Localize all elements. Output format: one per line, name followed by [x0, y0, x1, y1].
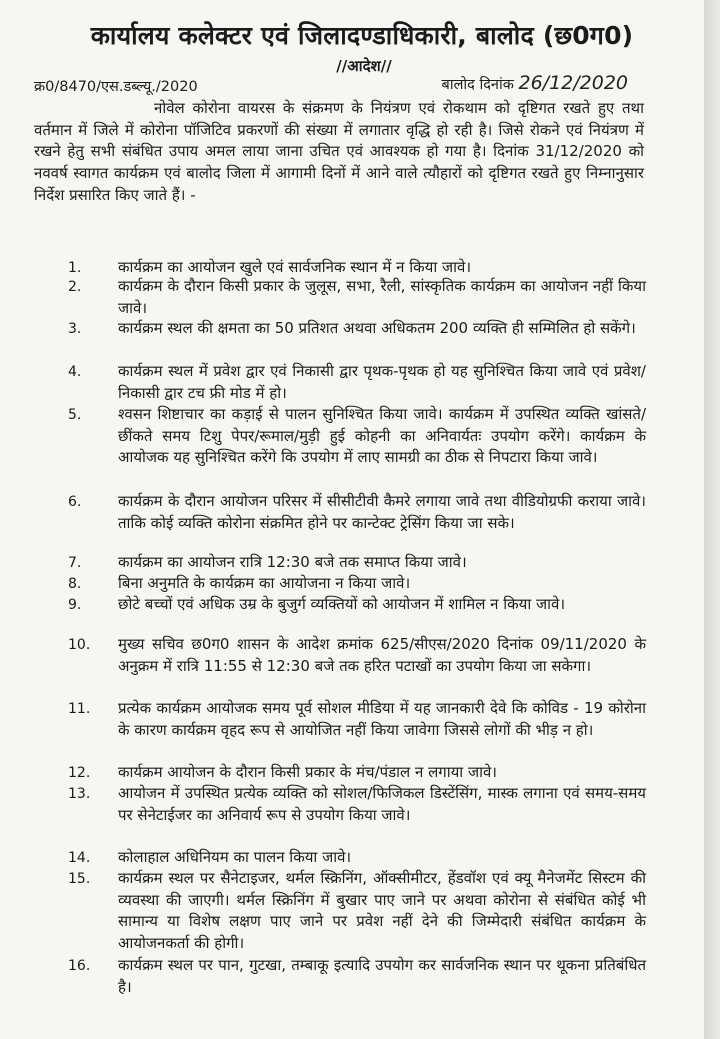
reference-number [34, 76, 198, 96]
item-text: कार्यक्रम के दौरान आयोजन परिसर में सीसीटीवी कैमरे लगाया जावे तथा वीडियोग्रफी कराया जावे। ताकि कोई व्यक्ति कोरोना संक्रमित होने पर कान्टेक्ट ट्रेसिंग किया जा सके। [118, 492, 646, 532]
item-text: कोलाहाल अधिनियम का पालन किया जावे। [118, 848, 352, 866]
date-value: 26/12/2020 [518, 72, 628, 94]
page-edge-shadow [704, 0, 720, 1039]
item-number: 12. [68, 765, 91, 781]
reference-line [34, 72, 664, 98]
item-number: 10. [68, 637, 91, 653]
item-text: कार्यक्रम स्थल में प्रवेश द्वार एवं निकासी द्वार पृथक-पृथक हो यह सुनिश्चित किया जावे एवं प्रवेश/निकासी द्वार टच फ्री मोड में हो। [118, 362, 646, 402]
item-number: 9. [68, 597, 82, 613]
reference-text: क्र0/8470/एस.डब्ल्यू./2020 [34, 79, 198, 95]
preamble-paragraph: नोवेल कोरोना वायरस के संक्रमण के नियंत्रण एवं रोकथाम को दृष्टिगत रखते हुए तथा वर्तमान में जिले में कोरोना पॉजिटिव प्रकरणों की संख्या में लगातार वृद्धि हो रही है। जिसे रोकने एवं नियंत्रण में रखने हेतु सभी संबंधित उपाय अमल लाया जाना उचित एवं आवश्यक हो गया है। दिनांक 31/12/2020 को नववर्ष स्वागत कार्यक्रम एवं बालोद जिला में आगामी दिनों में आने वाले त्यौहारों को दृष्टिगत रखते हुए निम्नानुसार निर्देश प्रसारित किए जाते हैं। - [34, 99, 644, 204]
date-label: बालोद दिनांक [441, 77, 514, 93]
item-number: 3. [68, 321, 82, 337]
item-text: आयोजन में उपस्थित प्रत्येक व्यक्ति को सोशल/फिजिकल डिस्टेंसिंग, मास्क लगाना एवं समय-समय पर सेनेटाईजर का अनिवार्य रूप से उपयोग किया जावे। [118, 784, 646, 824]
item-text: कार्यक्रम स्थल पर पान, गुटखा, तम्बाकू इत्यादि उपयोग कर सार्वजनिक स्थान पर थूकना प्रतिबंधित है। [118, 956, 646, 996]
date-block [442, 72, 628, 94]
item-number: 15. [68, 871, 91, 887]
item-text: श्वसन शिष्टाचार का कड़ाई से पालन सुनिश्चित किया जावे। कार्यक्रम में उपस्थित व्यक्ति खांसते/छींकते समय टिशु पेपर/रूमाल/मुड़ी हुई कोहनी का अनिवार्यतः उपयोग करेंगे। कार्यक्रम के आयोजक यह सुनिश्चित करेंगे कि उपयोग में लाए सामग्री का ठीक से निपटारा किया जावे। [118, 405, 646, 466]
item-number: 6. [68, 494, 82, 510]
item-number: 7. [68, 555, 82, 571]
item-number: 2. [68, 279, 82, 295]
item-number: 4. [68, 364, 82, 380]
item-text: छोटे बच्चों एवं अधिक उम्र के बुजुर्ग व्यक्तियों को आयोजन में शामिल न किया जावे। [118, 595, 566, 613]
item-text: कार्यक्रम स्थल की क्षमता का 50 प्रतिशत अथवा अधिकतम 200 व्यक्ति ही सम्मिलित हो सकेंगे। [118, 319, 636, 337]
item-number: 8. [68, 576, 82, 592]
item-number: 1. [68, 260, 82, 276]
item-text: कार्यक्रम का आयोजन खुले एवं सार्वजनिक स्थान में न किया जावे। [118, 258, 472, 276]
item-text: कार्यक्रम स्थल पर सैनेटाइजर, थर्मल स्क्रिनिंग, ऑक्सीमीटर, हेंडवॉश एवं क्यू मैनेजमेंट सिस्टम की व्यवस्था की जाएगी। थर्मल स्क्रिनिंग में बुखार पाए जाने पर अथवा कोरोना से संबंधित कोई भी सामान्य या विशेष लक्षण पाए जाने पर प्रवेश नहीं देने की जिम्मेदारी संबंधित कार्यक्रम के आयोजनकर्ता की होगी। [118, 869, 646, 952]
item-text: बिना अनुमति के कार्यक्रम का आयोजना न किया जावे। [118, 574, 411, 592]
order-heading: //आदेश// [336, 57, 392, 75]
item-number: 16. [68, 958, 91, 974]
item-text: मुख्य सचिव छ0ग0 शासन के आदेश क्रमांक 625/सीएस/2020 दिनांक 09/11/2020 के अनुक्रम में रात्रि 11:55 से 12:30 बजे तक हरित पटाखों का उपयोग किया जा सकेगा। [118, 635, 646, 675]
document-title: कार्यालय कलेक्टर एवं जिलादण्डाधिकारी, बालोद (छ0ग0) [90, 21, 634, 50]
item-number: 11. [68, 701, 91, 717]
item-text: कार्यक्रम आयोजन के दौरान किसी प्रकार के मंच/पंडाल न लगाया जावे। [118, 763, 497, 781]
item-text: कार्यक्रम का आयोजन रात्रि 12:30 बजे तक समाप्त किया जावे। [118, 553, 467, 571]
item-number: 14. [68, 850, 91, 866]
item-text: कार्यक्रम के दौरान किसी प्रकार के जुलूस, सभा, रैली, सांस्कृतिक कार्यक्रम का आयोजन नहीं किया जावे। [118, 277, 646, 317]
item-number: 5. [68, 407, 82, 423]
item-text: प्रत्येक कार्यक्रम आयोजक समय पूर्व सोशल मीडिया में यह जानकारी देवे कि कोविड - 19 कोरोना के कारण कार्यक्रम वृहद रूप से आयोजित नहीं किया जावेगा जिससे लोगों की भीड़ न हो। [118, 699, 646, 739]
item-number: 13. [68, 786, 91, 802]
